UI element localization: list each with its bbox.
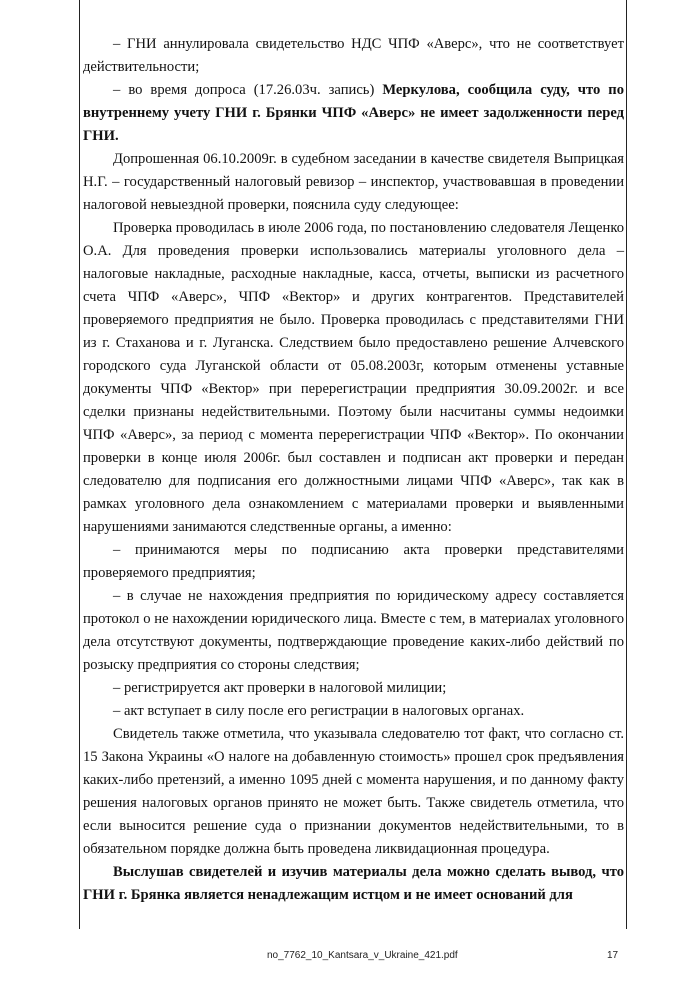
paragraph-10: Выслушав свидетелей и изучив материалы дела можно сделать вывод, что ГНИ г. Брянка является ненадлежащим истцом и не имеет оснований для: [83, 864, 624, 903]
paragraph-4: Проверка проводилась в июле 2006 года, по постановлению следователя Лещенко О.А. Для проведения проверки использовались материалы уголовного дела – налоговые накладные, расходные накладные, касса, отчеты, выписки из расчетного счета ЧПФ «Аверс», ЧПФ «Вектор» и других контрагентов. Представителей проверяемого предприятия не было. Проверка проводилась с представителями ГНИ из г. Стаханова и г. Луганска. Следствием было предоставлено решение Алчевского городского суда Луганской области от 05.08.2003г, которым отменены уставные документы ЧПФ «Вектор» при перерегистрации предприятия 30.09.2002г. и все сделки признаны недействительными. Поэтому были насчитаны суммы недоимки ЧПФ «Аверс», за период с момента перерегистрации ЧПФ «Вектор». По окончании проверки в конце июля 2006г. был составлен и подписан акт проверки и передан следователю для подписания его должностными лицами ЧПФ «Аверс», так как в рамках уголовного дела ознакомлением с материалами проверки и выявленными нарушениями занимаются следственные органы, а именно:: [83, 220, 624, 535]
left-margin-line: [79, 0, 80, 929]
footer-filename: no_7762_10_Kantsara_v_Ukraine_421.pdf: [267, 950, 458, 961]
paragraph-7: – регистрируется акт проверки в налоговой милиции;: [113, 680, 447, 696]
paragraph-2: [83, 79, 624, 148]
page-footer: [0, 950, 700, 964]
paragraph-1: – ГНИ аннулировала свидетельство НДС ЧПФ «Аверс», что не соответствует действительности;: [83, 36, 624, 75]
paragraph-6: – в случае не нахождения предприятия по юридическому адресу составляется протокол о не нахождении юридического лица. Вместе с тем, в материалах уголовного дела отсутствуют документы, подтверждающие проведение каких-либо действий по розыску предприятия со стороны следствия;: [83, 588, 624, 673]
right-margin-line: [626, 0, 627, 929]
paragraph-5: – принимаются меры по подписанию акта проверки представителями проверяемого предприятия;: [83, 542, 624, 581]
paragraph-9: Свидетель также отметила, что указывала следователю тот факт, что согласно ст. 15 Закона Украины «О налоге на добавленную стоимость» прошел срок предъявления каких-либо претензий, а именно 1095 дней с момента нарушения, и по данному факту решения налоговых органов принято не может быть. Также свидетель отметила, что если выносится решение суда о признании документов недействительными, то в обязательном порядке должна быть проведена ликвидационная процедура.: [83, 726, 624, 857]
paragraph-8: – акт вступает в силу после его регистрации в налоговых органах.: [113, 703, 525, 719]
paragraph-2-bold-text: Меркулова, сообщила суду, что по внутреннему учету ГНИ г. Брянки ЧПФ «Аверс» не имеет задолженности перед ГНИ.: [83, 82, 625, 144]
document-body: [83, 33, 624, 907]
page-number: 17: [607, 950, 619, 961]
paragraph-2-text: – во время допроса (17.26.03ч. запись): [113, 82, 383, 98]
paragraph-3: Допрошенная 06.10.2009г. в судебном заседании в качестве свидетеля Выприцкая Н.Г. – государственный налоговый ревизор – инспектор, участвовавшая в проведении налоговой невыездной проверки, пояснила суду следующее:: [83, 151, 624, 213]
